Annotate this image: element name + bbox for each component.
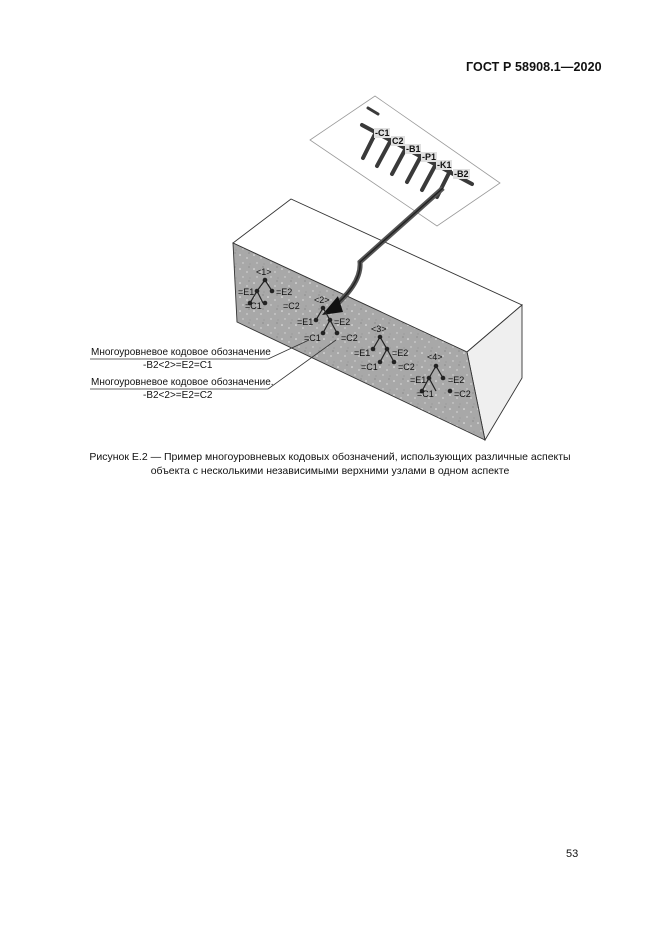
annotation-2-title: Многоуровневое кодовое обозначение. [91,377,274,388]
tree-2-right: =E2 [334,317,351,327]
caption-line-2: объекта с несколькими независимыми верхними узлами в одном аспекте [150,465,510,477]
document-id: ГОСТ Р 58908.1—2020 [466,60,602,74]
page-number: 53 [566,848,579,860]
annotation-2-code: -B2<2>=E2=C2 [143,390,213,401]
tree-3-left: =E1 [354,348,371,358]
tree-4-id: <4> [427,352,443,362]
tag-b1: -B1 [406,144,421,154]
equipment-block [233,199,522,440]
tree-1-right-child: =C2 [283,301,300,311]
annotation-1-code: -B2<2>=E2=C1 [143,360,213,371]
tree-4-left: =E1 [410,375,427,385]
tree-1-left: =E1 [238,287,255,297]
tree-2-left-child: =C1 [304,333,321,343]
tree-1-id: <1> [256,267,272,277]
tag-k1: -K1 [437,160,452,170]
tree-3-right-child: =C2 [398,362,415,372]
tag-c1: -C1 [375,128,390,138]
tree-3-left-child: =C1 [361,362,378,372]
tree-2-id: <2> [314,295,330,305]
tree-3-right: =E2 [392,348,409,358]
tag-b2: -B2 [454,169,469,179]
tree-4-left-child: =C1 [417,389,434,399]
tree-1-left-child: =C1 [245,301,262,311]
tag-c2: C2 [392,136,404,146]
tree-4-right: =E2 [448,375,465,385]
annotation-1-title: Многоуровневое кодовое обозначение [91,347,271,358]
terminal-panel [310,96,500,226]
figure-caption [80,450,580,478]
tree-4-right-child: =C2 [454,389,471,399]
caption-line-1: Рисунок Е.2 — Пример многоуровневых кодовых обозначений, использующих различные аспекты [89,451,571,463]
tag-p1: -P1 [422,152,437,162]
tree-2-right-child: =C2 [341,333,358,343]
tree-3-id: <3> [371,324,387,334]
tree-2-left: =E1 [297,317,314,327]
tree-1-right: =E2 [276,287,293,297]
